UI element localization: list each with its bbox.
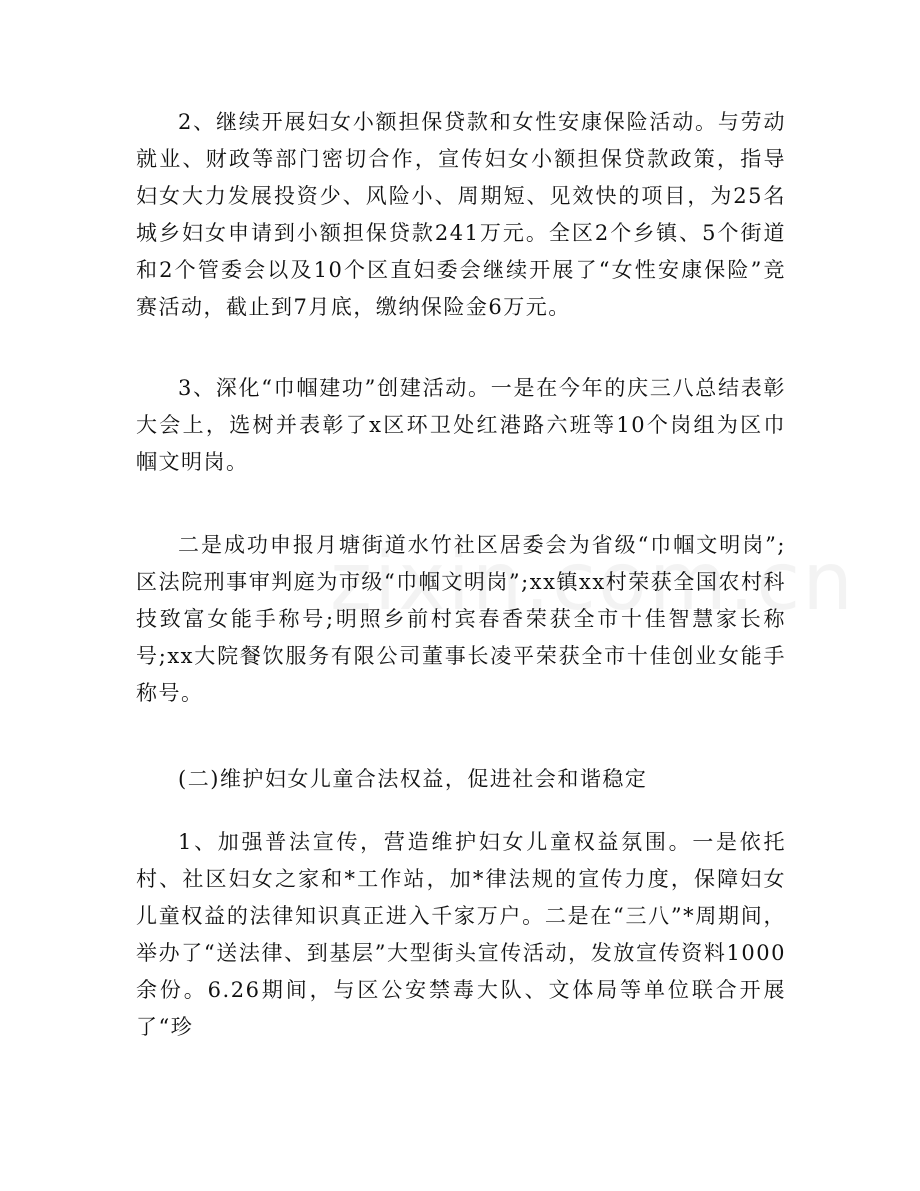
paragraph-legal-publicity: 1、加强普法宣传，营造维护妇女儿童权益氛围。一是依托村、社区妇女之家和*工作站，加*律法规的宣传力度，保障妇女儿童权益的法律知识真正进入千家万户。二是在“三八”*周期间，举办了“送法律、到基层”大型街头宣传活动，发放宣传资料1000余份。6.26期间，与区公安禁毒大队、文体局等单位联合开展了“珍: [136, 830, 786, 1039]
paragraph-microloan-insurance: 2、继续开展妇女小额担保贷款和女性安康保险活动。与劳动就业、财政等部门密切合作，宣传妇女小额担保贷款政策，指导妇女大力发展投资少、风险小、周期短、见效快的项目，为25名城乡妇女申请到小额担保贷款241万元。全区2个乡镇、5个街道和2个管委会以及10个区直妇委会继续开展了“女性安康保险”竞赛活动，截止到7月底，缴纳保险金6万元。: [136, 110, 786, 319]
watermark: [330, 535, 855, 628]
paragraph-jinguo-jiangong: 3、深化“巾帼建功”创建活动。一是在今年的庆三八总结表彰大会上，选树并表彰了x区环卫处红港路六班等10个岗组为区巾帼文明岗。: [136, 376, 786, 474]
section-heading-rights-protection: (二)维护妇女儿童合法权益，促进社会和谐稳定: [178, 767, 648, 791]
paragraph-civilized-posts: 二是成功申报月塘街道水竹社区居委会为省级“巾帼文明岗”;区法院刑事审判庭为市级“巾帼文明岗”;xx镇xx村荣获全国农村科技致富女能手称号;明照乡前村宾春香荣获全市十佳智慧家长称号;xx大院餐饮服务有限公司董事长凌平荣获全市十佳创业女能手称号。: [136, 533, 786, 705]
